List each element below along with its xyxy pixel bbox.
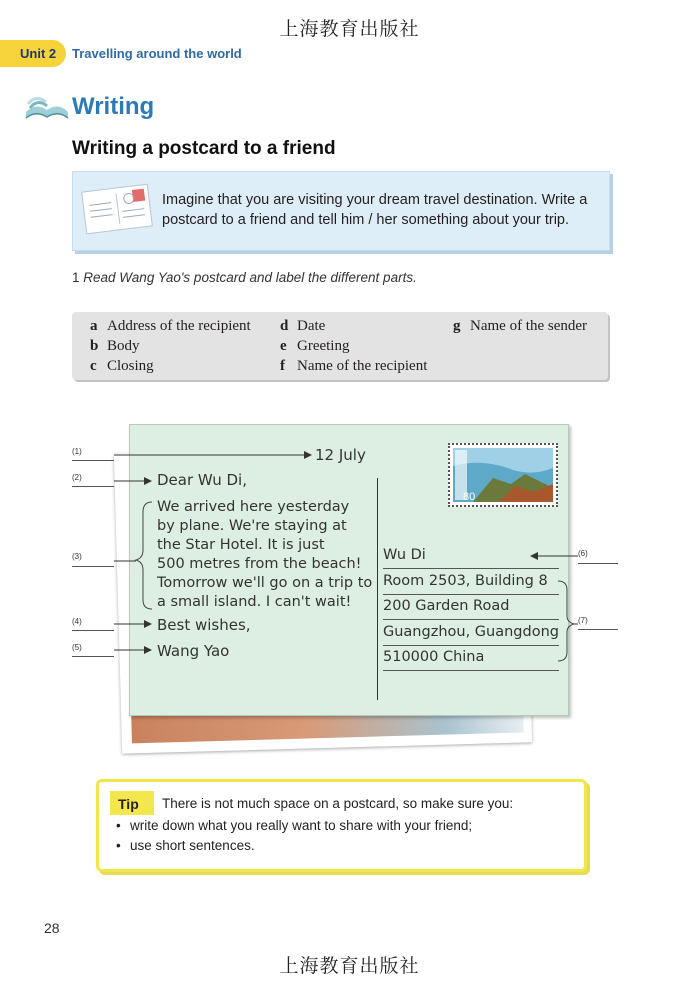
address-line-2: 200 Garden Road [383,598,559,620]
page-number: 28 [44,920,60,936]
publisher-footer: 上海教育出版社 [279,955,420,977]
tip-bullet-text: use short sentences. [130,838,255,853]
tip-bullet-1 [116,818,472,833]
label-1: (1) [72,447,82,456]
answer-line-2 [72,486,114,487]
option-letter: e [280,338,287,354]
option-g [453,318,587,335]
answer-line-3 [72,566,114,567]
answer-line-6 [578,563,618,564]
tip-label: Tip [118,796,139,812]
body-line: Tomorrow we'll go on a trip to [157,575,373,591]
label-3: (3) [72,552,82,561]
option-c [90,358,154,375]
address-line-4: 510000 China [383,649,559,671]
body-line: 500 metres from the beach! [157,556,362,572]
label-5: (5) [72,643,82,652]
unit-number: Unit 2 [20,46,57,61]
option-text: Date [297,318,326,334]
publisher-header: 上海教育出版社 [279,18,420,40]
label-6: (6) [578,549,588,558]
option-letter: c [90,358,97,374]
option-text: Body [107,338,140,354]
postcard-closing: Best wishes, [157,616,251,634]
option-letter: f [280,358,285,374]
tip-bullet-2 [116,838,255,853]
exercise-text: Read Wang Yao's postcard and label the different parts. [83,270,417,285]
address-line-1: Room 2503, Building 8 [383,573,559,595]
postcard-date: 12 July [315,446,366,464]
task-line-1: Imagine that you are visiting your dream travel destination. Write a [162,192,588,208]
option-text: Address of the recipient [107,318,251,334]
option-text: Name of the recipient [297,358,428,374]
unit-title: Travelling around the world [72,46,242,61]
task-line-2: postcard to a friend and tell him / her something about your trip. [162,212,570,228]
tip-intro: There is not much space on a postcard, so make sure you: [162,796,514,811]
option-letter: g [453,318,461,334]
address-line-3: Guangzhou, Guangdong [383,624,559,646]
label-4: (4) [72,617,82,626]
lesson-title: Writing a postcard to a friend [72,138,336,159]
option-letter: b [90,338,99,354]
option-e [280,338,349,355]
option-text: Name of the sender [470,318,588,334]
answer-line-4 [72,630,114,631]
stamp-value: 80 [463,491,476,503]
body-line: a small island. I can't wait! [157,594,352,610]
option-b [90,338,140,355]
exercise-instruction [72,270,417,285]
option-text: Greeting [297,338,350,354]
recipient-name: Wu Di [383,547,559,569]
open-book-icon [24,92,70,122]
tip-bullet-text: write down what you really want to share with your friend; [130,818,473,833]
option-a [90,318,251,335]
answer-line-5 [72,656,114,657]
section-heading: Writing [72,93,155,120]
bullet-dot: • [116,838,121,853]
postcard-sender: Wang Yao [157,642,230,660]
label-2: (2) [72,473,82,482]
body-line: the Star Hotel. It is just [157,537,325,553]
label-7: (7) [578,616,588,625]
option-f [280,358,427,375]
postcard-body [157,498,379,612]
postcard-greeting: Dear Wu Di, [157,471,247,489]
postcard-icon [80,182,154,236]
bullet-dot: • [116,818,121,833]
exercise-number: 1 [72,270,80,285]
option-letter: a [90,318,98,334]
answer-line-7 [578,629,618,630]
option-d [280,318,325,335]
body-line: by plane. We're staying at [157,518,347,534]
answer-line-1 [72,460,114,461]
body-line: We arrived here yesterday [157,499,350,515]
option-text: Closing [107,358,154,374]
task-text [162,190,606,230]
option-letter: d [280,318,289,334]
